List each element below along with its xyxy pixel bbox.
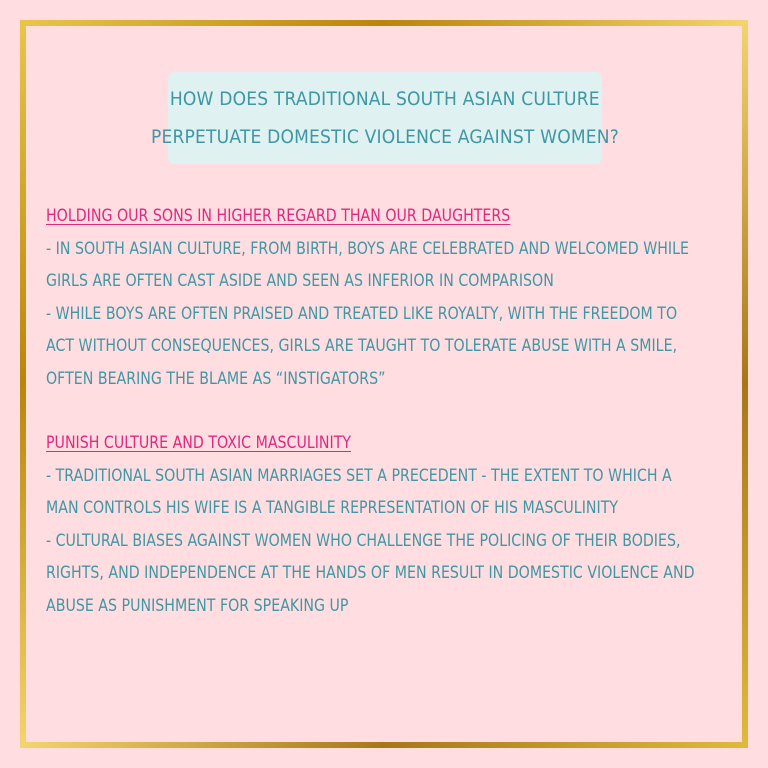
body-line: RIGHTS, AND INDEPENDENCE AT THE HANDS OF MEN RESULT IN DOMESTIC VIOLENCE AND [46, 563, 695, 582]
title-box [151, 72, 619, 164]
title-line-1: HOW DOES TRADITIONAL SOUTH ASIAN CULTURE [170, 88, 600, 110]
body-line: ACT WITHOUT CONSEQUENCES, GIRLS ARE TAUGHT TO TOLERATE ABUSE WITH A SMILE, [46, 336, 678, 355]
body-line: OFTEN BEARING THE BLAME AS “INSTIGATORS” [46, 368, 386, 388]
content [46, 200, 736, 622]
section-gap [46, 395, 736, 427]
body-line: - WHILE BOYS ARE OFTEN PRAISED AND TREATED LIKE ROYALTY, WITH THE FREEDOM TO [46, 303, 678, 323]
title-line-2: PERPETUATE DOMESTIC VIOLENCE AGAINST WOMEN? [151, 126, 619, 148]
body-line: MAN CONTROLS HIS WIFE IS A TANGIBLE REPRESENTATION OF HIS MASCULINITY [46, 498, 619, 517]
body-line: GIRLS ARE OFTEN CAST ASIDE AND SEEN AS INFERIOR IN COMPARISON [46, 271, 554, 290]
section-heading: PUNISH CULTURE AND TOXIC MASCULINITY [46, 433, 352, 452]
body-line: - IN SOUTH ASIAN CULTURE, FROM BIRTH, BOYS ARE CELEBRATED AND WELCOMED WHILE [46, 238, 689, 258]
body-line: - CULTURAL BIASES AGAINST WOMEN WHO CHALLENGE THE POLICING OF THEIR BODIES, [46, 530, 681, 550]
body-line: ABUSE AS PUNISHMENT FOR SPEAKING UP [46, 595, 349, 615]
body-line: - TRADITIONAL SOUTH ASIAN MARRIAGES SET A PRECEDENT - THE EXTENT TO WHICH A [46, 465, 672, 485]
section-heading: HOLDING OUR SONS IN HIGHER REGARD THAN OUR DAUGHTERS [46, 206, 511, 225]
